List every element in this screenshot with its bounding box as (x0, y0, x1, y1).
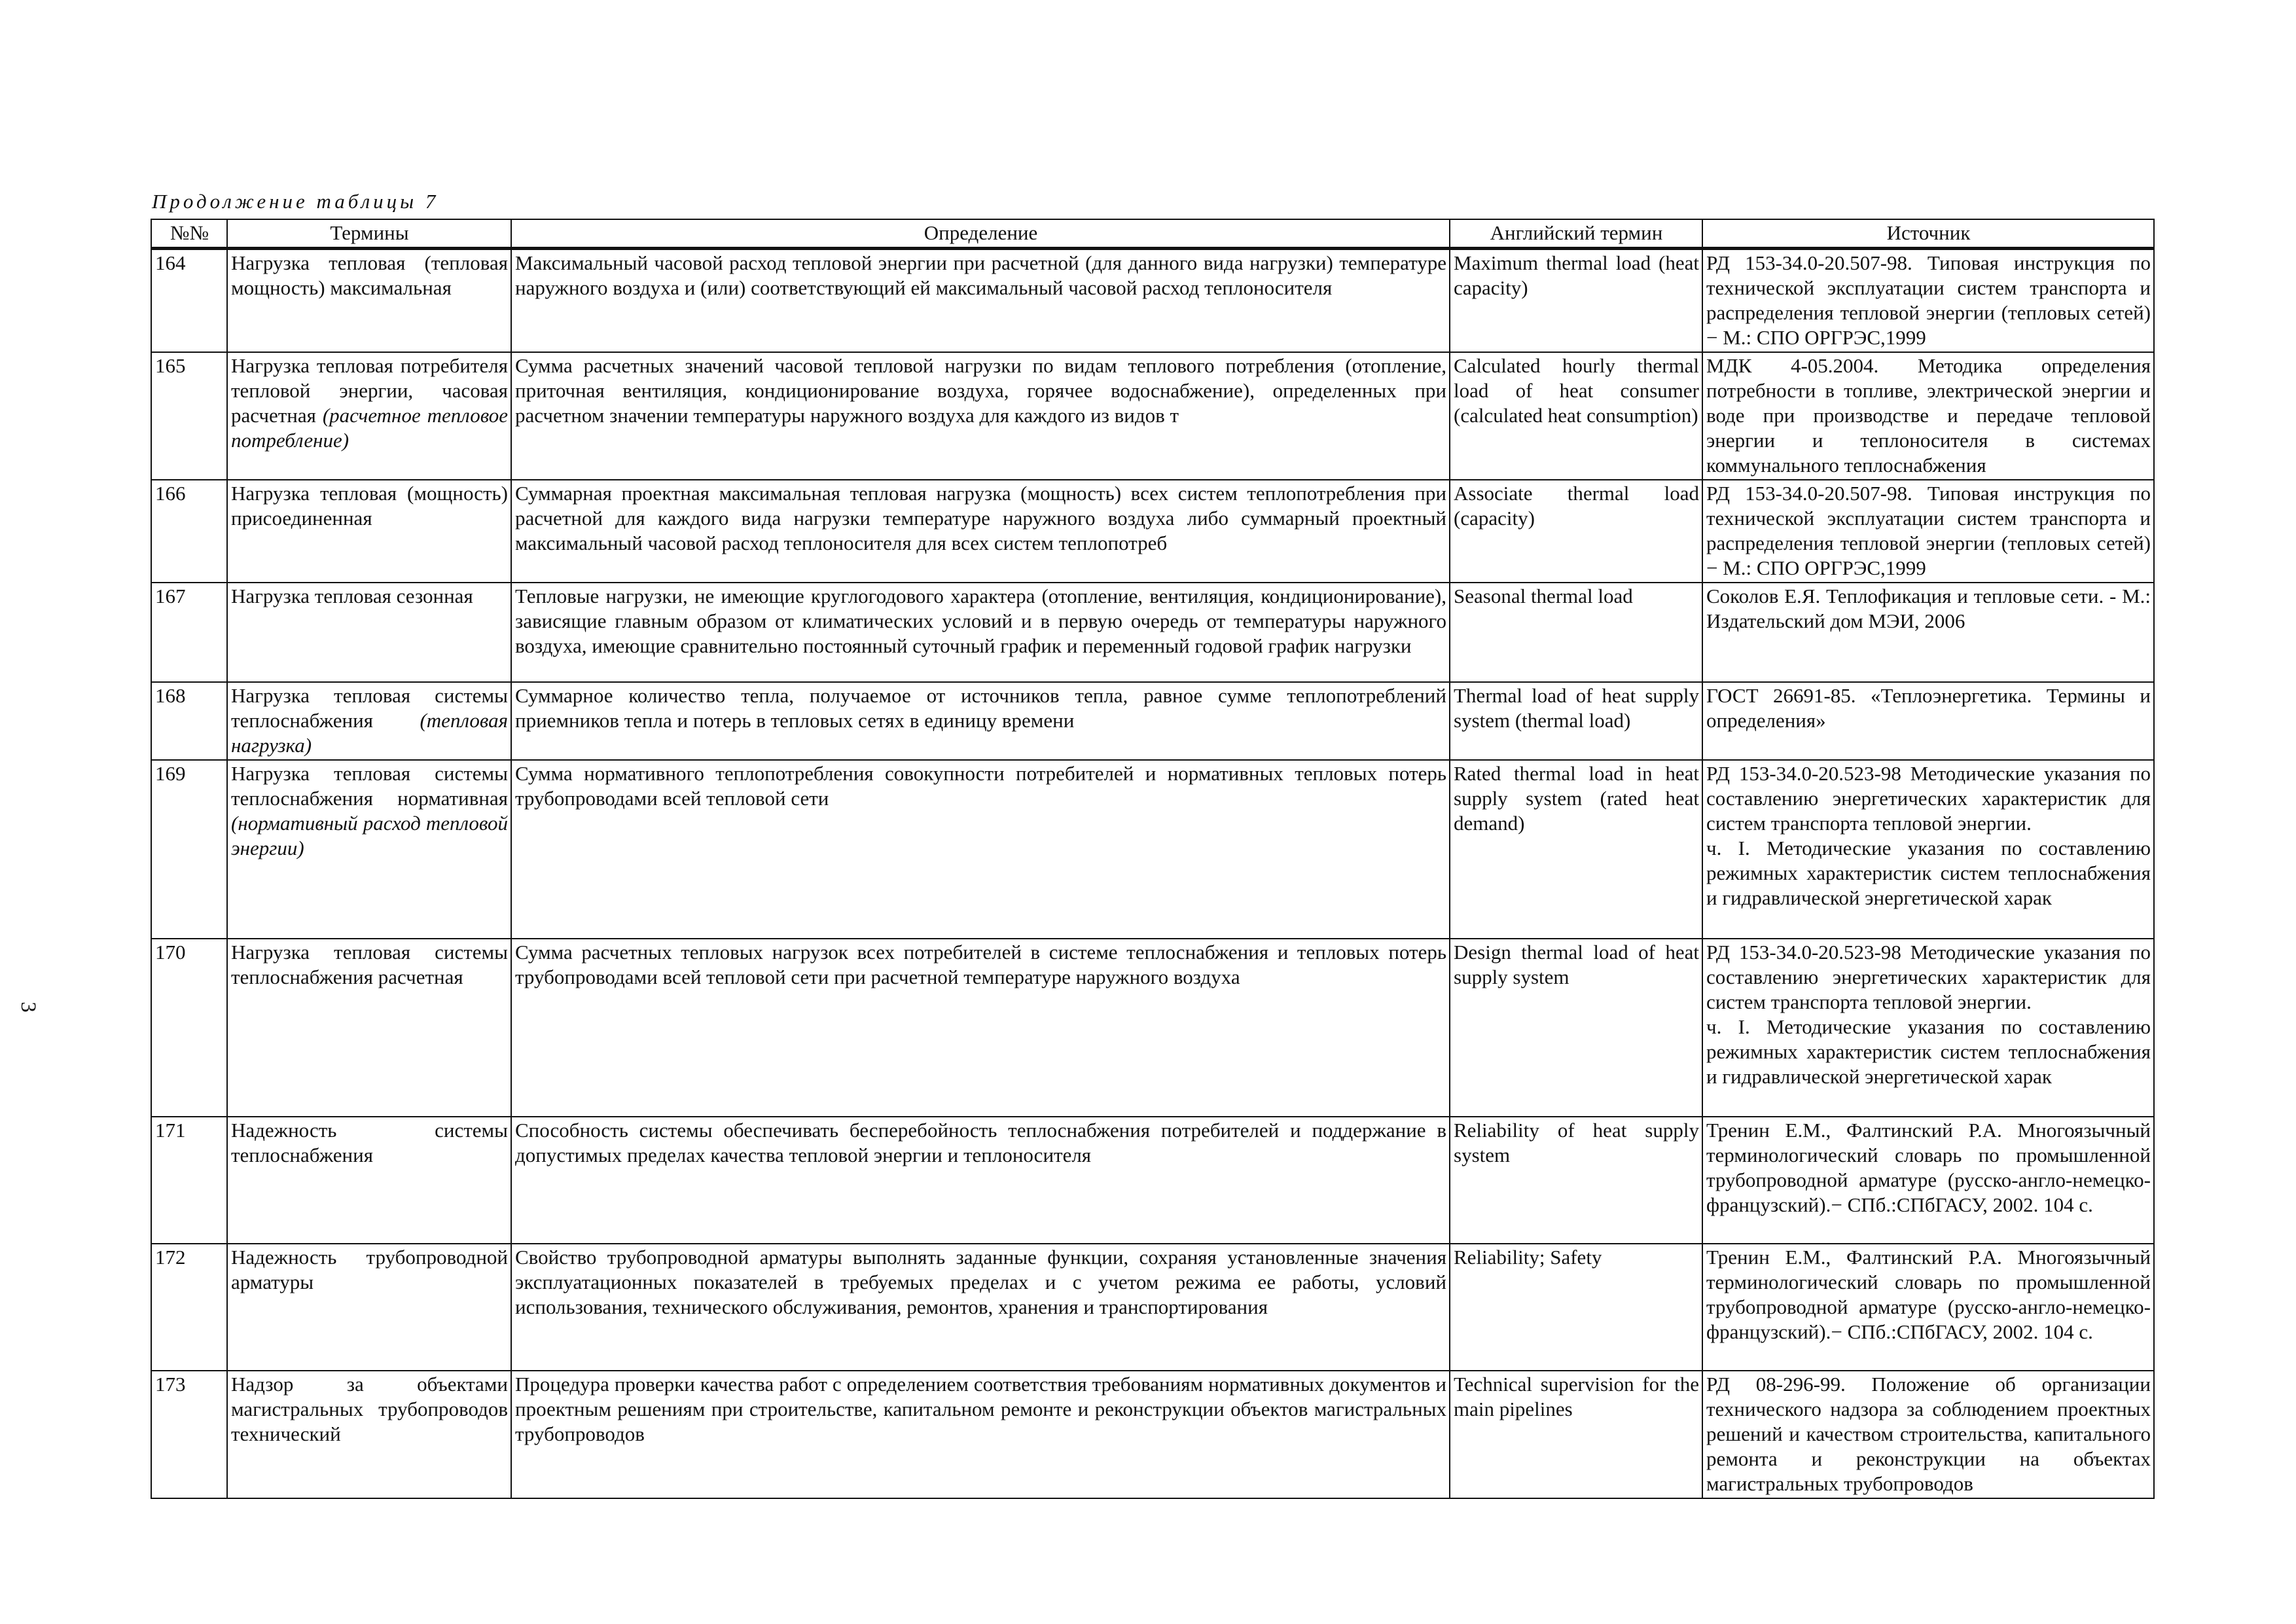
row-number: 173 (151, 1371, 227, 1498)
definition-cell: Суммарное количество тепла, получаемое от источников тепла, равное сумме теплопотреблений приемников тепла и потерь в тепловых сетях в единицу времени (511, 682, 1450, 760)
english-term-cell: Technical supervision for the main pipelines (1450, 1371, 1702, 1498)
source-cell: РД 08-296-99. Положение об организации технического надзора за соблюдением проектных решений и качеством строительства, капитального ремонта и реконструкции на объектах магистральных трубопроводов (1702, 1371, 2154, 1498)
table-row (151, 760, 2154, 939)
term-cell (227, 352, 511, 480)
source-cell: Тренин Е.М., Фалтинский Р.А. Многоязычный терминологический словарь по промышленной трубопроводной арматуре (русско-англо-немецко-французский).− СПб.:СПбГАСУ, 2002. 104 с. (1702, 1244, 2154, 1371)
header-english-term: Английский термин (1450, 219, 1702, 249)
row-number: 168 (151, 682, 227, 760)
table-row (151, 480, 2154, 583)
source-cell: Тренин Е.М., Фалтинский Р.А. Многоязычный терминологический словарь по промышленной трубопроводной арматуре (русско-англо-немецко-французский).− СПб.:СПбГАСУ, 2002. 104 с. (1702, 1117, 2154, 1244)
term-cell (227, 682, 511, 760)
term-text: Нагрузка тепловая потребителя тепловой энергии, часовая расчетная (231, 354, 508, 427)
row-number: 169 (151, 760, 227, 939)
english-term-cell: Calculated hourly thermal load of heat consumer (calculated heat consumption) (1450, 352, 1702, 480)
english-term-cell: Associate thermal load (capacity) (1450, 480, 1702, 583)
source-cell: ГОСТ 26691-85. «Теплоэнергетика. Термины и определения» (1702, 682, 2154, 760)
definition-cell: Тепловые нагрузки, не имеющие круглогодового характера (отопление, вентиляция, кондиционирование), зависящие главным образом от климатических условий и в первую очередь от температуры наружного воздуха, имеющие сравнительно постоянный суточный график и переменный годовой график нагрузки (511, 583, 1450, 682)
source-cell: РД 153-34.0-20.523-98 Методические указания по составлению энергетических характеристик для систем транспорта тепловой энергии. ч. I. Методические указания по составлению режимных характеристик систем теплоснабжения и гидравлической энергетической харак (1702, 939, 2154, 1117)
row-number: 171 (151, 1117, 227, 1244)
term-text: Нагрузка тепловая системы теплоснабжения нормативная (231, 762, 508, 810)
term-text: Нагрузка тепловая (тепловая мощность) максимальная (231, 251, 508, 299)
english-term-cell: Maximum thermal load (heat capacity) (1450, 249, 1702, 353)
definition-cell: Сумма расчетных тепловых нагрузок всех потребителей в системе теплоснабжения и тепловых потерь трубопроводами всей тепловой сети при расчетной температуре наружного воздуха (511, 939, 1450, 1117)
term-alternative: (расчетное тепловое потребление) (231, 404, 508, 452)
header-number: №№ (151, 219, 227, 249)
english-term-cell: Reliability; Safety (1450, 1244, 1702, 1371)
source-cell: Соколов Е.Я. Теплофикация и тепловые сети. - М.: Издательский дом МЭИ, 2006 (1702, 583, 2154, 682)
definition-cell: Свойство трубопроводной арматуры выполнять заданные функции, сохраняя установленные значения эксплуатационных показателей в требуемых пределах и с учетом режима ее работы, условий использования, технического обслуживания, ремонтов, хранения и транспортирования (511, 1244, 1450, 1371)
definition-cell: Сумма расчетных значений часовой тепловой нагрузки по видам теплового потребления (отопление, приточная вентиляция, кондиционирование воздуха, горячее водоснабжение), определенных при расчетном значении температуры наружного воздуха для каждого из видов т (511, 352, 1450, 480)
header-term: Термины (227, 219, 511, 249)
term-text: Надежность трубопроводной арматуры (231, 1246, 508, 1293)
english-term-cell: Thermal load of heat supply system (thermal load) (1450, 682, 1702, 760)
term-text: Нагрузка тепловая (мощность) присоединенная (231, 482, 508, 530)
source-cell: РД 153-34.0-20.507-98. Типовая инструкция по технической эксплуатации систем транспорта и распределения тепловой энергии (тепловых сетей) − М.: СПО ОРГРЭС,1999 (1702, 480, 2154, 583)
english-term-cell: Design thermal load of heat supply system (1450, 939, 1702, 1117)
table-row (151, 1117, 2154, 1244)
terms-table (151, 219, 2155, 1499)
header-definition: Определение (511, 219, 1450, 249)
english-term-cell: Seasonal thermal load (1450, 583, 1702, 682)
row-number: 166 (151, 480, 227, 583)
table-row (151, 249, 2154, 353)
table-row (151, 1244, 2154, 1371)
definition-cell: Суммарная проектная максимальная тепловая нагрузка (мощность) всех систем теплопотребления при расчетной для каждого вида нагрузки температуре наружного воздуха либо суммарный проектный максимальный часовой расход теплоносителя для всех систем теплопотреб (511, 480, 1450, 583)
header-source: Источник (1702, 219, 2154, 249)
source-cell: МДК 4-05.2004. Методика определения потребности в топливе, электрической энергии и воде при производстве и передаче тепловой энергии и теплоносителя в системах коммунального теплоснабжения (1702, 352, 2154, 480)
term-text: Надзор за объектами магистральных трубопроводов технический (231, 1373, 508, 1445)
row-number: 167 (151, 583, 227, 682)
table-row (151, 682, 2154, 760)
term-alternative: (нормативный расход тепловой энергии) (231, 812, 508, 859)
row-number: 164 (151, 249, 227, 353)
table-row (151, 1371, 2154, 1498)
term-text: Нагрузка тепловая системы теплоснабжения расчетная (231, 941, 508, 988)
english-term-cell: Rated thermal load in heat supply system (rated heat demand) (1450, 760, 1702, 939)
term-text: Нагрузка тепловая системы теплоснабжения (231, 684, 508, 732)
term-cell (227, 1244, 511, 1371)
term-text: Нагрузка тепловая сезонная (231, 585, 473, 607)
term-cell (227, 939, 511, 1117)
source-cell: РД 153-34.0-20.507-98. Типовая инструкция по технической эксплуатации систем транспорта и распределения тепловой энергии (тепловых сетей) − М.: СПО ОРГРЭС,1999 (1702, 249, 2154, 353)
page-number: 3 (16, 1001, 40, 1013)
english-term-cell: Reliability of heat supply system (1450, 1117, 1702, 1244)
term-cell (227, 760, 511, 939)
term-cell (227, 1371, 511, 1498)
row-number: 172 (151, 1244, 227, 1371)
definition-cell: Процедура проверки качества работ с определением соответствия требованиям нормативных документов и проектным решениям при строительстве, капитальном ремонте и реконструкции объектов магистральных трубопроводов (511, 1371, 1450, 1498)
table-caption: Продолжение таблицы 7 (152, 190, 439, 213)
term-cell (227, 480, 511, 583)
term-alternative: (тепловая нагрузка) (231, 709, 508, 757)
table-row (151, 352, 2154, 480)
term-text: Надежность системы теплоснабжения (231, 1119, 508, 1166)
table-row (151, 583, 2154, 682)
row-number: 170 (151, 939, 227, 1117)
term-cell (227, 249, 511, 353)
term-cell (227, 583, 511, 682)
definition-cell: Способность системы обеспечивать бесперебойность теплоснабжения потребителей и поддержание в допустимых пределах качества тепловой энергии и теплоносителя (511, 1117, 1450, 1244)
source-cell: РД 153-34.0-20.523-98 Методические указания по составлению энергетических характеристик для систем транспорта тепловой энергии. ч. I. Методические указания по составлению режимных характеристик систем теплоснабжения и гидравлической энергетической харак (1702, 760, 2154, 939)
row-number: 165 (151, 352, 227, 480)
table-header-row (151, 219, 2154, 249)
table-row (151, 939, 2154, 1117)
definition-cell: Сумма нормативного теплопотребления совокупности потребителей и нормативных тепловых потерь трубопроводами всей тепловой сети (511, 760, 1450, 939)
definition-cell: Максимальный часовой расход тепловой энергии при расчетной (для данного вида нагрузки) температуре наружного воздуха и (или) соответствующий ей максимальный часовой расход теплоносителя (511, 249, 1450, 353)
term-cell (227, 1117, 511, 1244)
